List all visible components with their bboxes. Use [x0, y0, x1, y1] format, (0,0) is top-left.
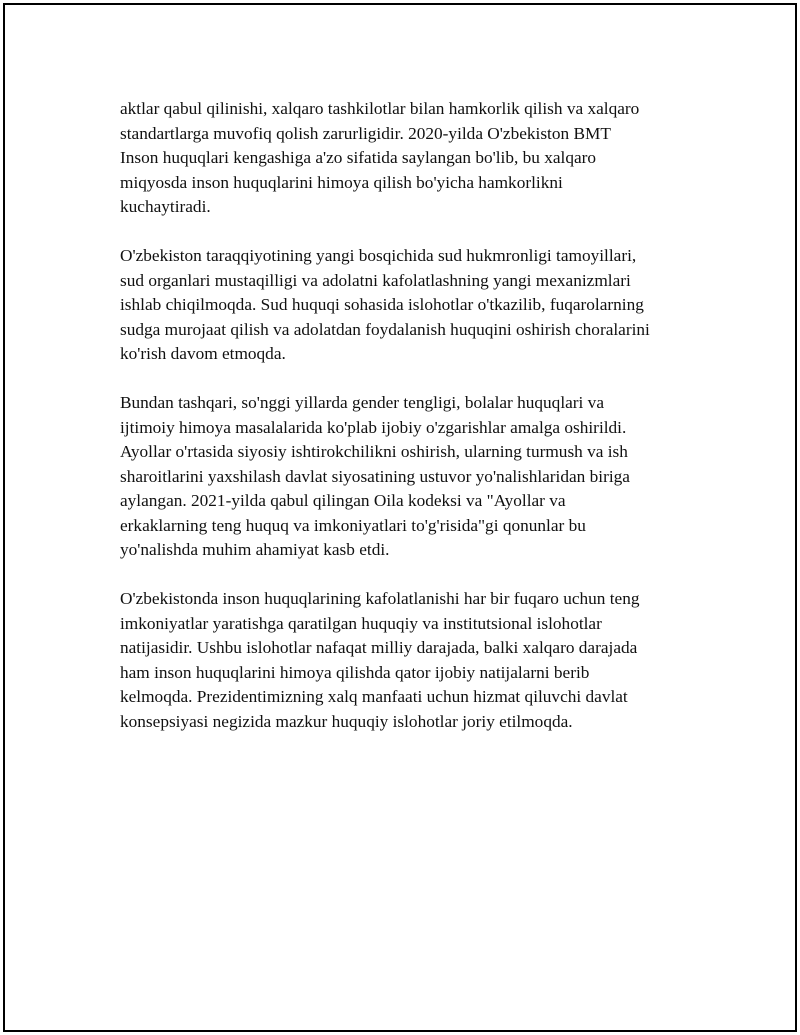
text-line: erkaklarning teng huquq va imkoniyatlari to'g'risida"gi qonunlar bu — [120, 515, 586, 535]
text-line: kuchaytiradi. — [120, 197, 211, 216]
text-line: kelmoqda. Prezidentimizning xalq manfaati uchun hizmat qiluvchi davlat — [120, 687, 628, 706]
text-line: ishlab chiqilmoqda. Sud huquqi sohasida islohotlar o'tkazilib, fuqarolarning — [120, 295, 644, 314]
text-line: yo'nalishda muhim ahamiyat kasb etdi. — [120, 540, 390, 559]
text-line: miqyosda inson huquqlarini himoya qilish bo'yicha hamkorlikni — [120, 172, 563, 192]
text-line: ham inson huquqlarini himoya qilishda qator ijobiy natijalarni berib — [120, 662, 590, 682]
text-line: standartlarga muvofiq qolish zarurligidir. 2020-yilda O'zbekiston BMT — [120, 123, 611, 143]
text-line: Inson huquqlari kengashiga a'zo sifatida saylangan bo'lib, bu xalqaro — [120, 148, 597, 167]
text-line: O'zbekiston taraqqiyotining yangi bosqichida sud hukmronligi tamoyillari, — [120, 246, 637, 265]
text-line: sudga murojaat qilish va adolatdan foydalanish huquqini oshirish choralarini — [120, 319, 650, 339]
text-line: sharoitlarini yaxshilash davlat siyosatining ustuvor yo'nalishlaridan biriga — [120, 466, 630, 486]
document-body — [120, 97, 705, 759]
text-line: imkoniyatlar yaratishga qaratilgan huquqiy va institutsional islohotlar — [120, 613, 602, 633]
text-line: Bundan tashqari, so'nggi yillarda gender tengligi, bolalar huquqlari va — [120, 393, 604, 412]
paragraph-3 — [120, 391, 705, 563]
text-line: aylangan. 2021-yilda qabul qilingan Oila kodeksi va "Ayollar va — [120, 491, 566, 510]
text-line: sud organlari mustaqilligi va adolatni kafolatlashning yangi mexanizmlari — [120, 270, 631, 290]
paragraph-4 — [120, 587, 705, 734]
text-line: konsepsiyasi negizida mazkur huquqiy islohotlar joriy etilmoqda. — [120, 711, 573, 731]
paragraph-2 — [120, 244, 705, 367]
text-line: natijasidir. Ushbu islohotlar nafaqat milliy darajada, balki xalqaro darajada — [120, 638, 638, 657]
text-line: Ayollar o'rtasida siyosiy ishtirokchilikni oshirish, ularning turmush va ish — [120, 442, 628, 461]
text-line: ko'rish davom etmoqda. — [120, 344, 286, 363]
text-line: ijtimoiy himoya masalalarida ko'plab ijobiy o'zgarishlar amalga oshirildi. — [120, 417, 627, 437]
paragraph-1 — [120, 97, 705, 220]
text-line: O'zbekistonda inson huquqlarining kafolatlanishi har bir fuqaro uchun teng — [120, 589, 640, 608]
document-page — [3, 3, 797, 1032]
text-line: aktlar qabul qilinishi, xalqaro tashkilotlar bilan hamkorlik qilish va xalqaro — [120, 99, 640, 118]
